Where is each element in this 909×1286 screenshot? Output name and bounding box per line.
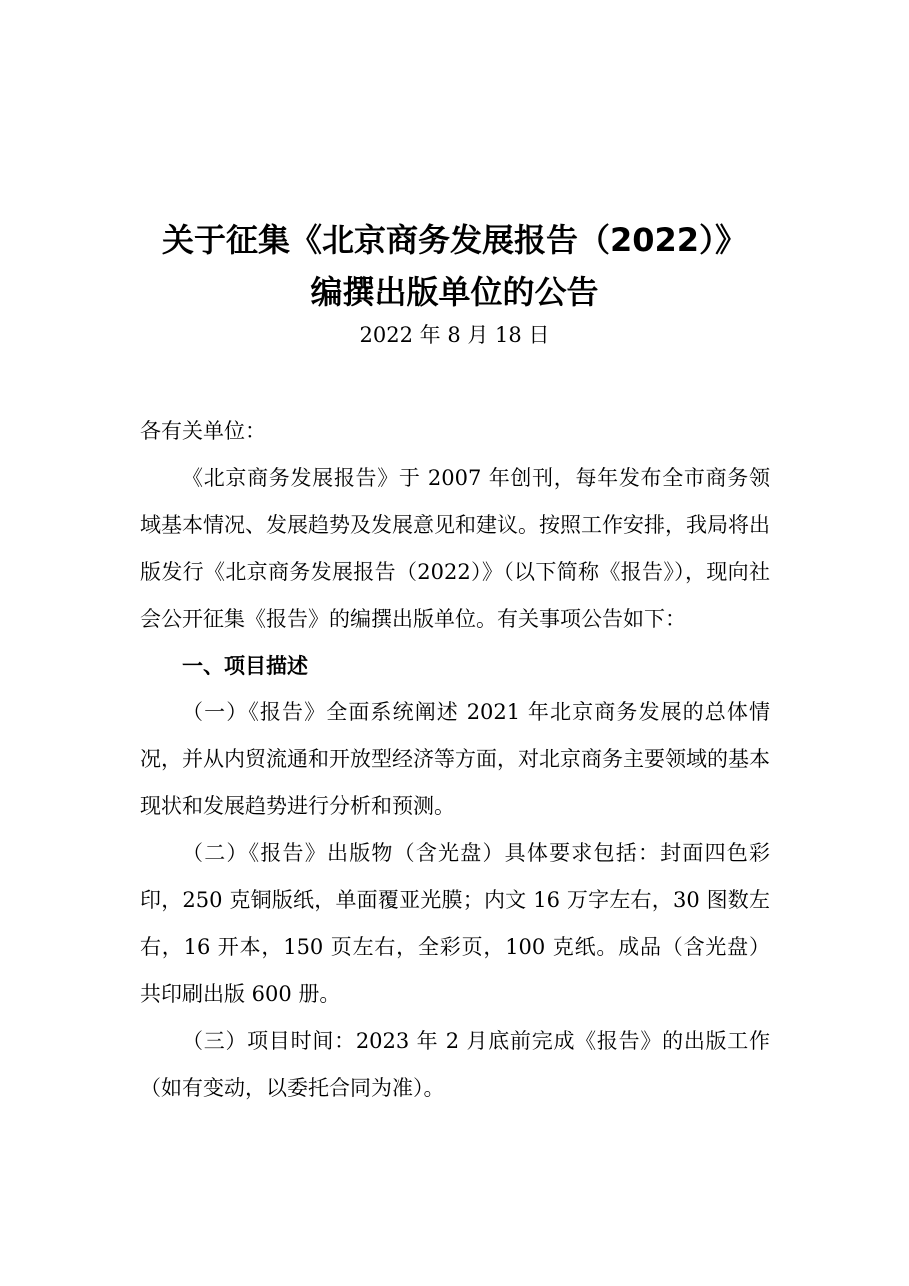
document-title-line-1: 关于征集《北京商务发展报告（2022）》 [161,221,748,259]
salutation: 各有关单位： [140,419,266,443]
document-body [140,408,770,1112]
paragraph-item-1: （一）《报告》全面系统阐述 2021 年北京商务发展的总体情况，并从内贸流通和开放型经济等方面，对北京商务主要领域的基本现状和发展趋势进行分析和预测。 [140,700,770,819]
section-heading-project-description: 一、项目描述 [182,653,308,678]
document-title-line-2: 编撰出版单位的公告 [310,273,599,311]
intro-paragraph: 《北京商务发展报告》于 2007 年创刊，每年发布全市商务领域基本情况、发展趋势及发展意见和建议。按照工作安排，我局将出版发行《北京商务发展报告（2022）》（以下简称《报告》），现向社会公开征集《报告》的编撰出版单位。有关事项公告如下： [140,465,770,631]
paragraph-item-3: （三）项目时间：2023 年 2 月底前完成《报告》的出版工作（如有变动，以委托合同为准）。 [140,1028,770,1100]
document-date: 2022 年 8 月 18 日 [359,323,550,347]
paragraph-item-2: （二）《报告》出版物（含光盘）具体要求包括：封面四色彩印，250 克铜版纸，单面覆亚光膜；内文 16 万字左右，30 图数左右，16 开本，150 页左右，全彩页，100 克纸。成品（含光盘）共印刷出版 600 册。 [140,841,770,1006]
